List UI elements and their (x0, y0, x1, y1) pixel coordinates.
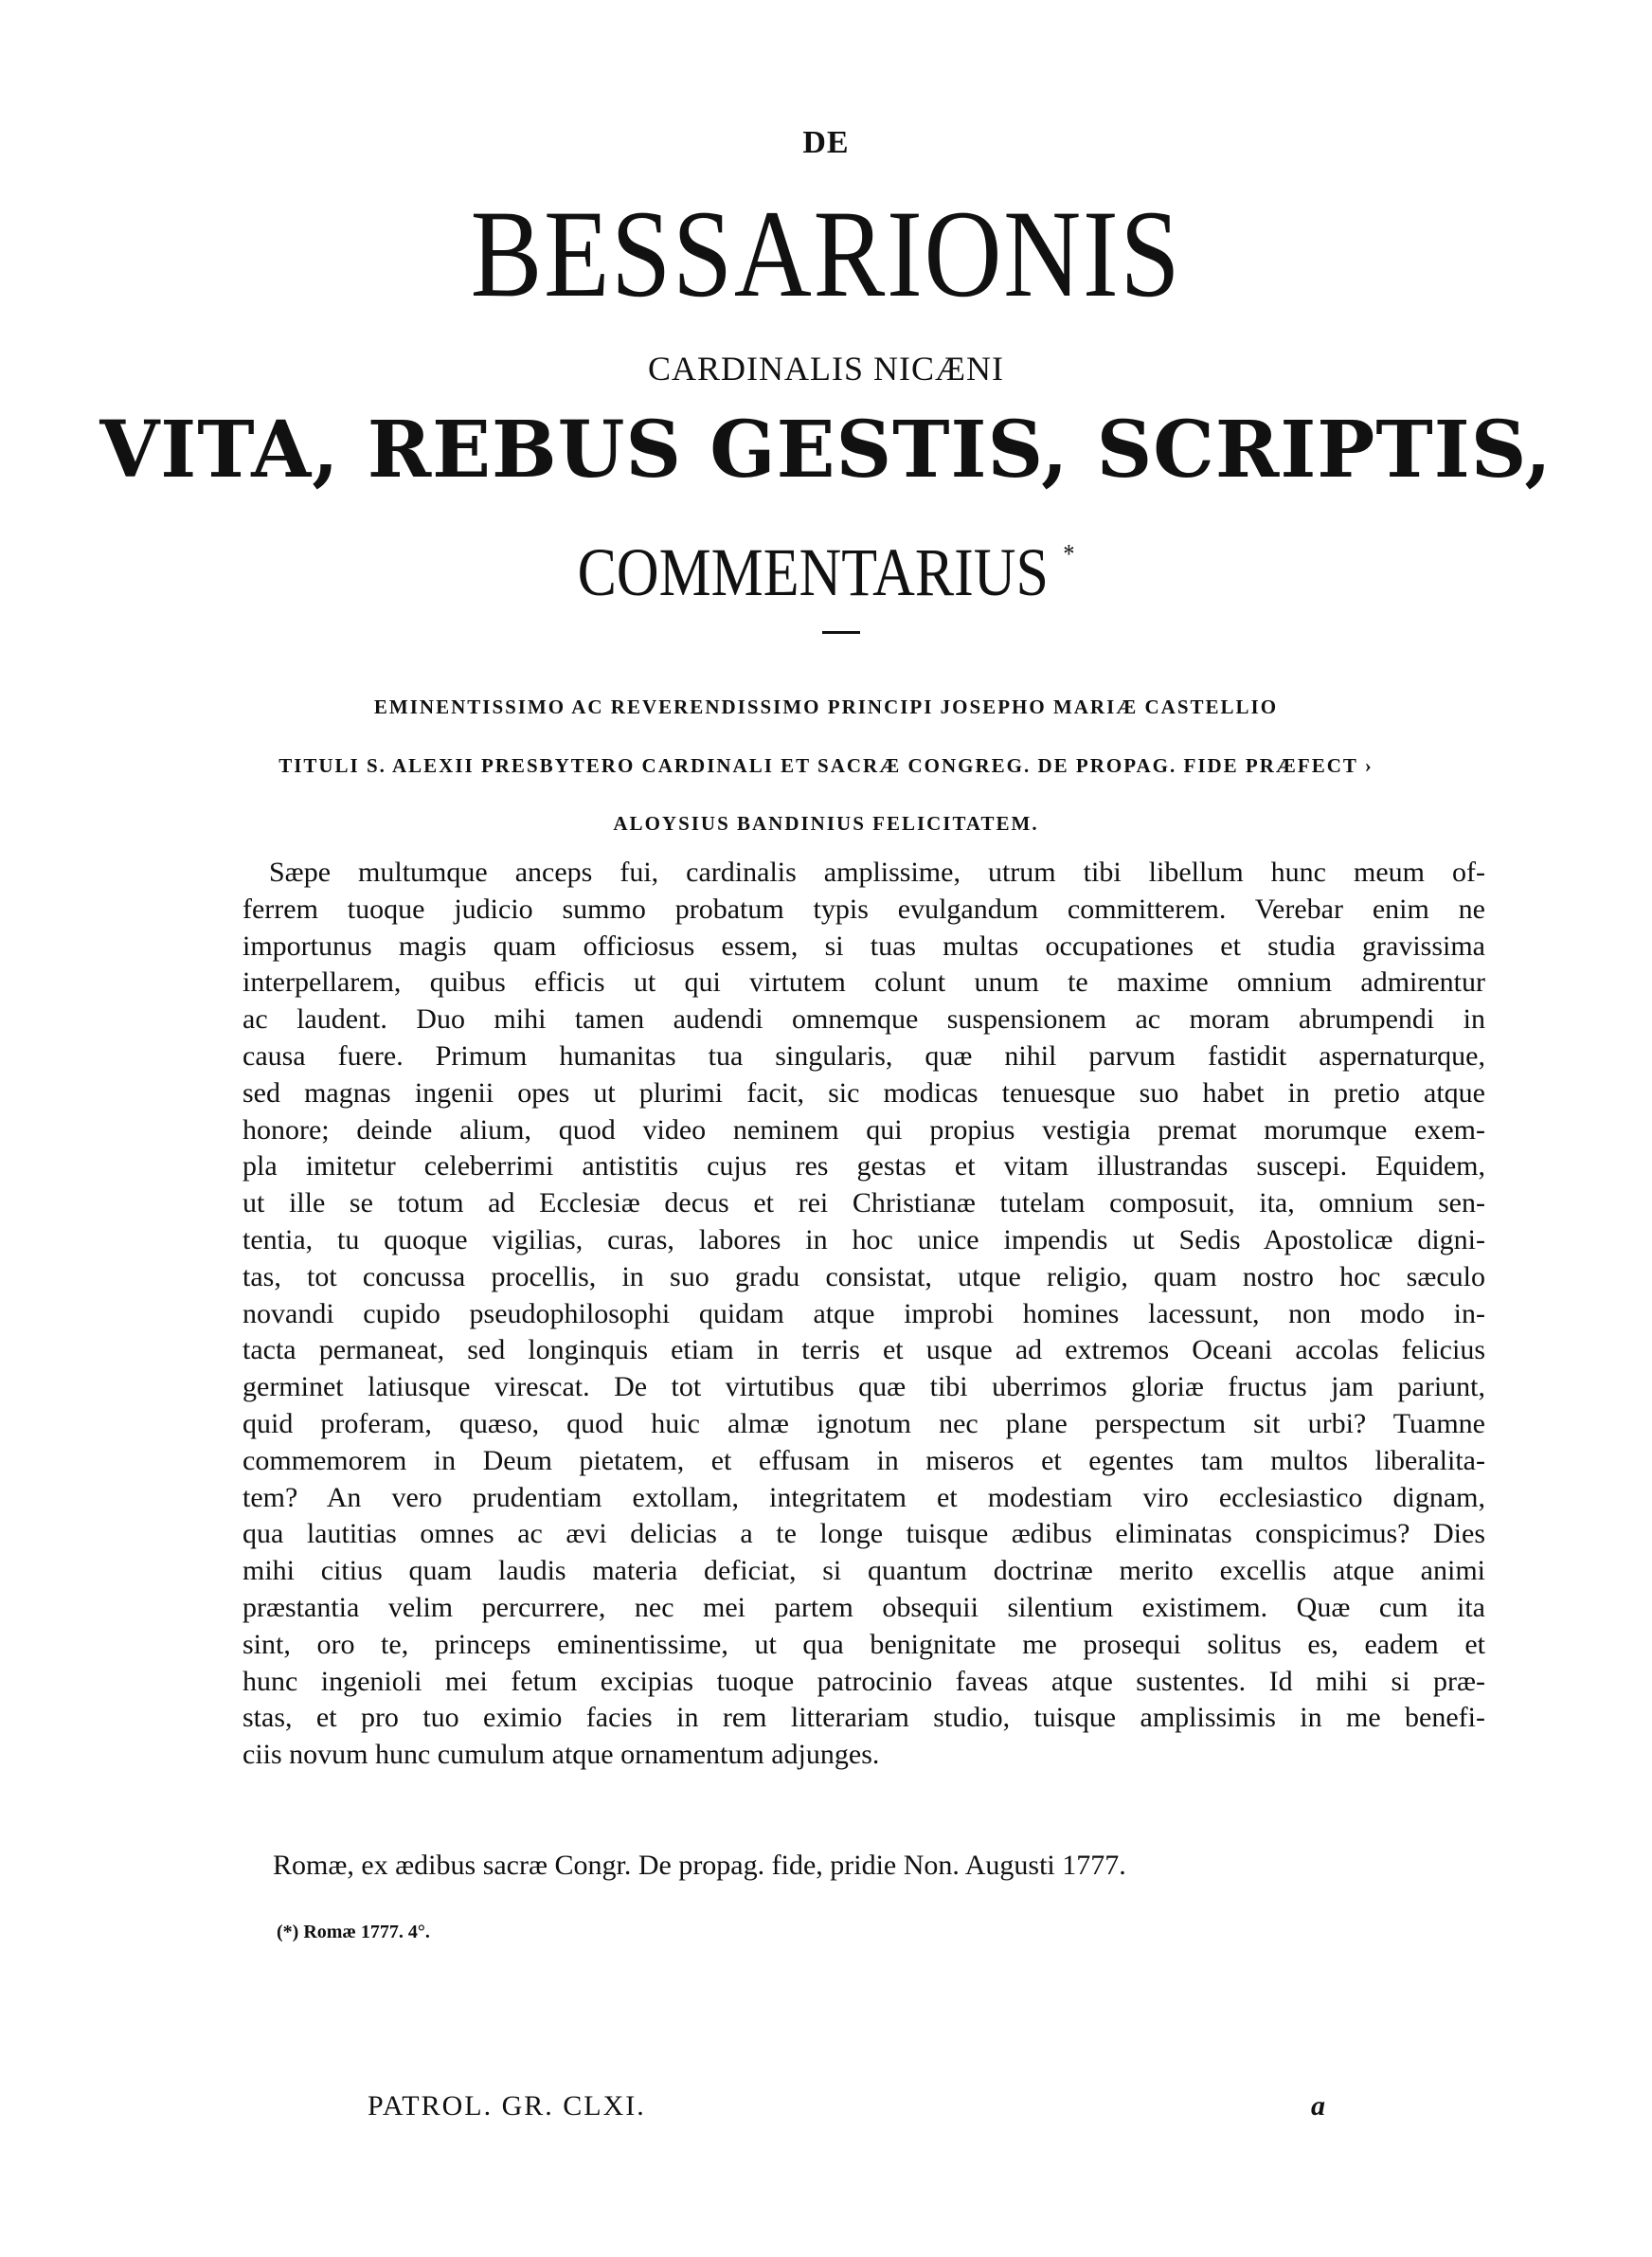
body-line: Sæpe multumque anceps fui, cardinalis amplissime, utrum tibi libellum hunc meum of- (269, 857, 1485, 888)
title-line-3 (116, 517, 1536, 610)
gathering-mark: a (1311, 2090, 1325, 2122)
body-line: stas, et pro tuo eximio facies in rem litterariam studio, tuisque amplissimis in me benefi- (242, 1702, 1485, 1734)
body-line: ac laudent. Duo mihi tamen audendi omnemque suspensionem ac moram abrumpendi in (242, 1003, 1485, 1036)
body-line: hunc ingenioli mei fetum excipias tuoque patrocinio faveas atque sustentes. Id mihi si præ- (242, 1665, 1485, 1697)
body-line: novandi cupido pseudophilosophi quidam atque improbi homines lacessunt, non modo in- (242, 1297, 1485, 1329)
body-paragraph (242, 855, 1485, 1774)
dedication-line-2: TITULI S. ALEXII PRESBYTERO CARDINALI ET SACRÆ CONGREG. DE PROPAG. FIDE PRÆFECT › (278, 754, 1374, 777)
body-line: commemorem in Deum pietatem, et effusam in miseros et egentes tam multos liberalita- (242, 1444, 1485, 1476)
body-line: tentia, tu quoque vigilias, curas, labores in hoc unice impendis ut Sedis Apostolicæ digni- (242, 1223, 1485, 1255)
body-line: præstantia velim percurrere, nec mei partem obsequii silentium existimem. Quæ cum ita (242, 1591, 1485, 1623)
body-line: quid proferam, quæso, quod huic almæ ignotum nec plane perspectum sit urbi? Tuamne (242, 1407, 1485, 1439)
body-line: tacta permaneat, sed longinquis etiam in terris et usque ad extremos Oceani accolas felicius (242, 1334, 1485, 1366)
signature-mark: PATROL. GR. CLXI. (368, 2090, 646, 2122)
body-line: germinet latiusque virescat. De tot virtutibus quæ tibi uberrimos gloriæ fructus jam pariunt, (242, 1371, 1485, 1403)
body-line: ciis novum hunc cumulum atque ornamentum adjunges. (242, 1739, 880, 1771)
body-line: mihi citius quam laudis materia deficiat, si quantum doctrinæ merito excellis atque animi (242, 1555, 1485, 1587)
body-line: sed magnas ingenii opes ut plurimi facit, sic modicas tenuesque suo habet in pretio atque (242, 1076, 1485, 1109)
body-line: honore; deinde alium, quod video neminem qui propius vestigia premat morumque exem- (242, 1113, 1485, 1146)
footnote-marker: * (1063, 540, 1075, 569)
body-line: importunus magis quam officiosus essem, si tuas multas occupationes et studia gravissima (242, 930, 1485, 962)
subtitle: CARDINALIS NICÆNI (648, 350, 1004, 388)
title-rule (822, 631, 860, 634)
main-title: BESSARIONIS (470, 184, 1182, 323)
body-line: qua lautitias omnes ac ævi delicias a te longe tuisque ædibus eliminatas conspicimus? Dies (242, 1518, 1485, 1550)
dateline: Romæ, ex ædibus sacræ Congr. De propag. fide, pridie Non. Augusti 1777. (273, 1850, 1126, 1881)
dedication-line-3: ALOYSIUS BANDINIUS FELICITATEM. (613, 812, 1039, 835)
title-commentarius: COMMENTARIUS (577, 534, 1049, 610)
footnote: (*) Romæ 1777. 4°. (277, 1922, 430, 1942)
body-line: sint, oro te, princeps eminentissime, ut qua benignitate me prosequi solitus es, eadem et (242, 1628, 1485, 1660)
dedication-line-1: EMINENTISSIMO AC REVERENDISSIMO PRINCIPI JOSEPHO MARIÆ CASTELLIO (373, 695, 1279, 718)
body-line: tem? An vero prudentiam extollam, integritatem et modestiam viro ecclesiastico dignam, (242, 1481, 1485, 1513)
body-line: ferrem tuoque judicio summo probatum typis evulgandum committerem. Verebar enim ne (242, 893, 1485, 925)
body-line: causa fuere. Primum humanitas tua singularis, quæ nihil parvum fastidit aspernaturque, (242, 1039, 1485, 1072)
body-line: pla imitetur celeberrimi antistitis cujus res gestas et vitam illustrandas suscepi. Equidem, (242, 1150, 1485, 1183)
title-line-2: VITA, REBUS GESTIS, SCRIPTIS, (99, 405, 1553, 496)
body-line: ut ille se totum ad Ecclesiæ decus et rei Christianæ tutelam composuit, ita, omnium sen- (242, 1187, 1485, 1219)
title-preposition: DE (802, 125, 850, 160)
body-line: interpellarem, quibus efficis ut qui virtutem colunt unum te maxime omnium admirentur (242, 966, 1485, 999)
body-line: tas, tot concussa procellis, in suo gradu consistat, utque religio, quam nostro hoc sæculo (242, 1260, 1485, 1292)
